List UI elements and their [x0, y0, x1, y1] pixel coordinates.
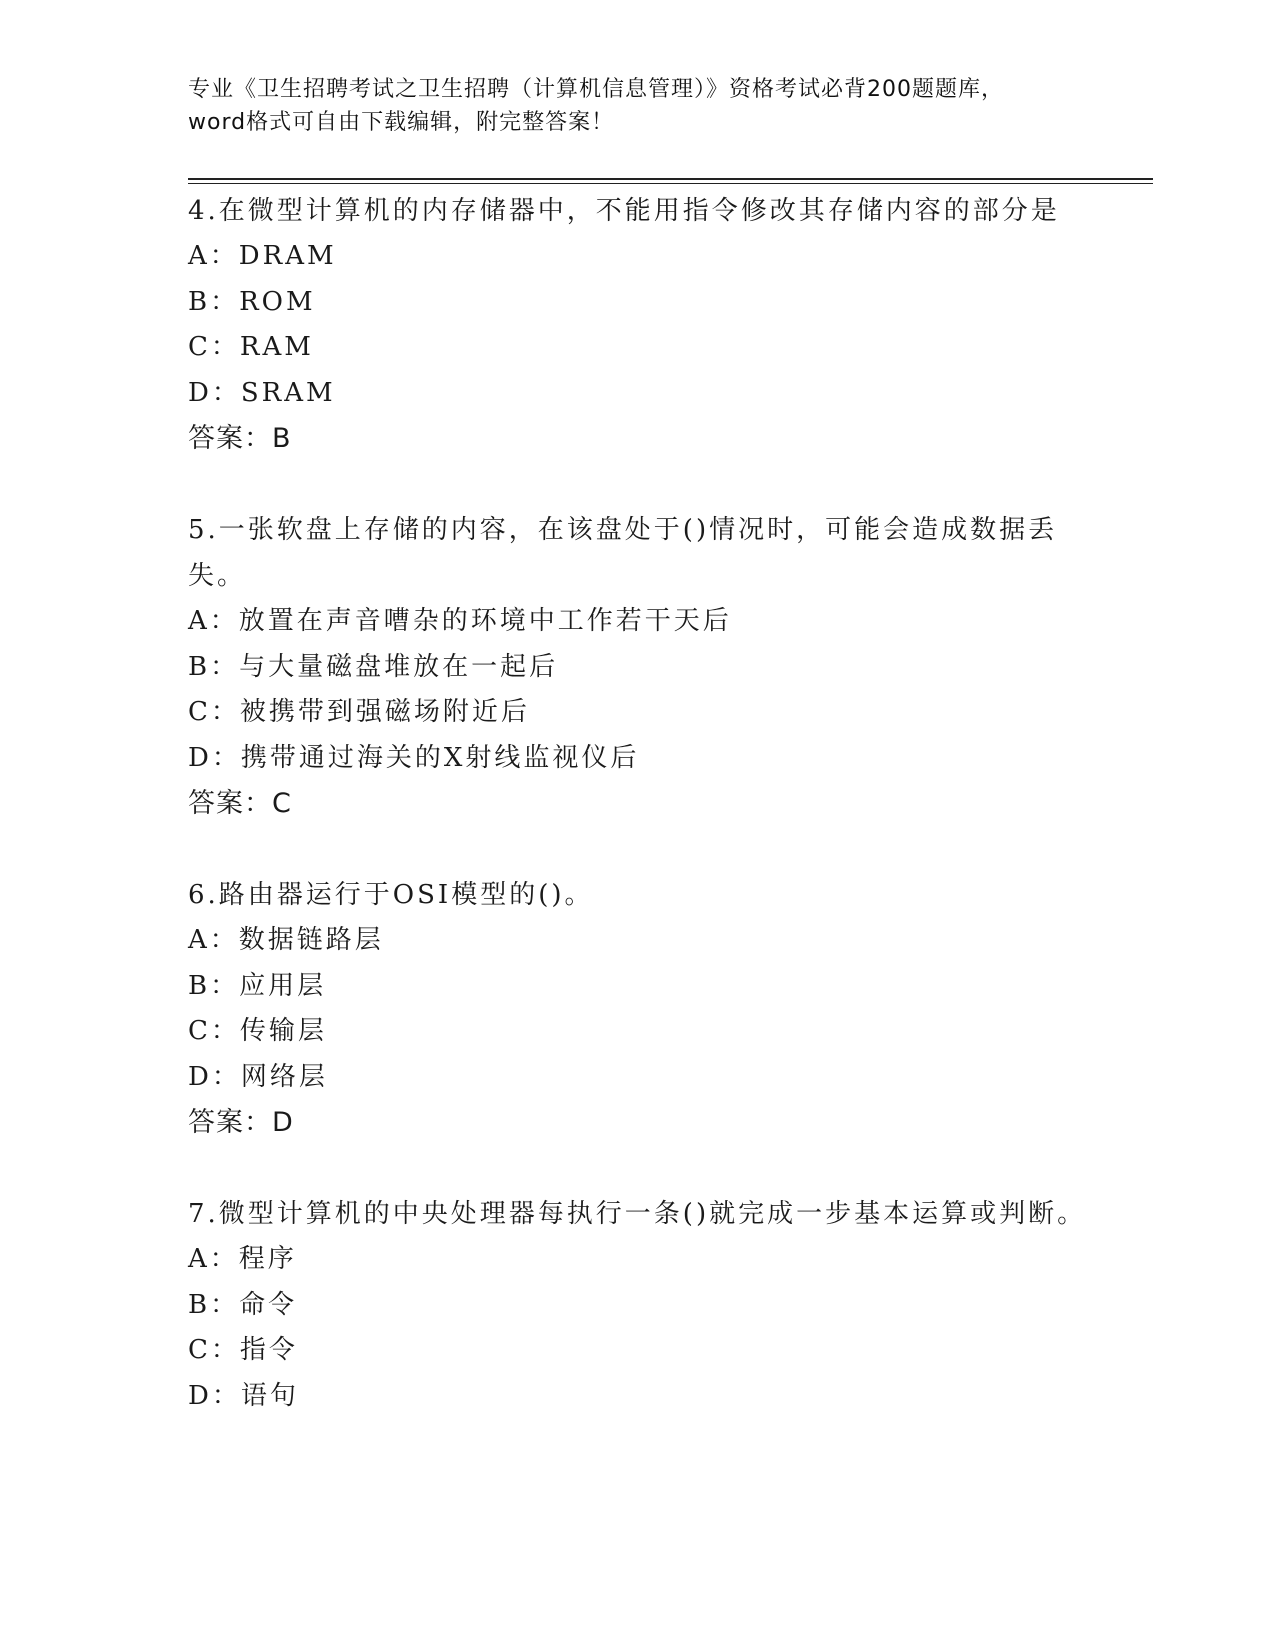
header-divider-thick	[188, 178, 1153, 180]
question-stem: 7.微型计算机的中央处理器每执行一条()就完成一步基本运算或判断。	[188, 1199, 1087, 1229]
question-list	[188, 188, 1088, 1464]
question-stem: 6.路由器运行于OSI模型的()。	[188, 880, 594, 910]
option-a: A：放置在声音嘈杂的环境中工作若干天后	[188, 606, 732, 636]
document-header	[188, 73, 1088, 139]
option-c: C：指令	[188, 1335, 298, 1365]
option-b: B：应用层	[188, 970, 327, 1001]
option-d: D：网络层	[188, 1061, 328, 1092]
option-c: C：RAM	[188, 332, 314, 362]
question-stem: 4.在微型计算机的内存储器中，不能用指令修改其存储内容的部分是	[188, 196, 1060, 226]
option-c: C：被携带到强磁场附近后	[188, 697, 530, 727]
question-5	[188, 507, 1088, 827]
header-line-1: 专业《卫生招聘考试之卫生招聘（计算机信息管理）》资格考试必背200题题库，	[188, 77, 1004, 102]
option-a: A：数据链路层	[188, 925, 384, 955]
option-a: A：DRAM	[188, 241, 337, 271]
question-4	[188, 188, 1088, 462]
option-d: D：携带通过海关的X射线监视仪后	[188, 742, 640, 773]
option-d: D：语句	[188, 1380, 299, 1411]
answer: 答案：C	[188, 788, 292, 819]
answer: 答案：D	[188, 1107, 294, 1138]
option-d: D：SRAM	[188, 377, 336, 408]
question-7	[188, 1191, 1088, 1419]
option-b: B：与大量磁盘堆放在一起后	[188, 651, 559, 682]
header-line-2: word格式可自由下载编辑，附完整答案！	[188, 110, 615, 135]
header-divider-thin	[188, 183, 1153, 184]
option-c: C：传输层	[188, 1016, 327, 1046]
option-b: B：ROM	[188, 286, 316, 317]
option-b: B：命令	[188, 1289, 298, 1320]
question-6	[188, 872, 1088, 1146]
option-a: A：程序	[188, 1244, 297, 1274]
answer: 答案：B	[188, 423, 292, 454]
question-stem: 5.一张软盘上存储的内容，在该盘处于()情况时，可能会造成数据丢失。	[188, 515, 1058, 591]
